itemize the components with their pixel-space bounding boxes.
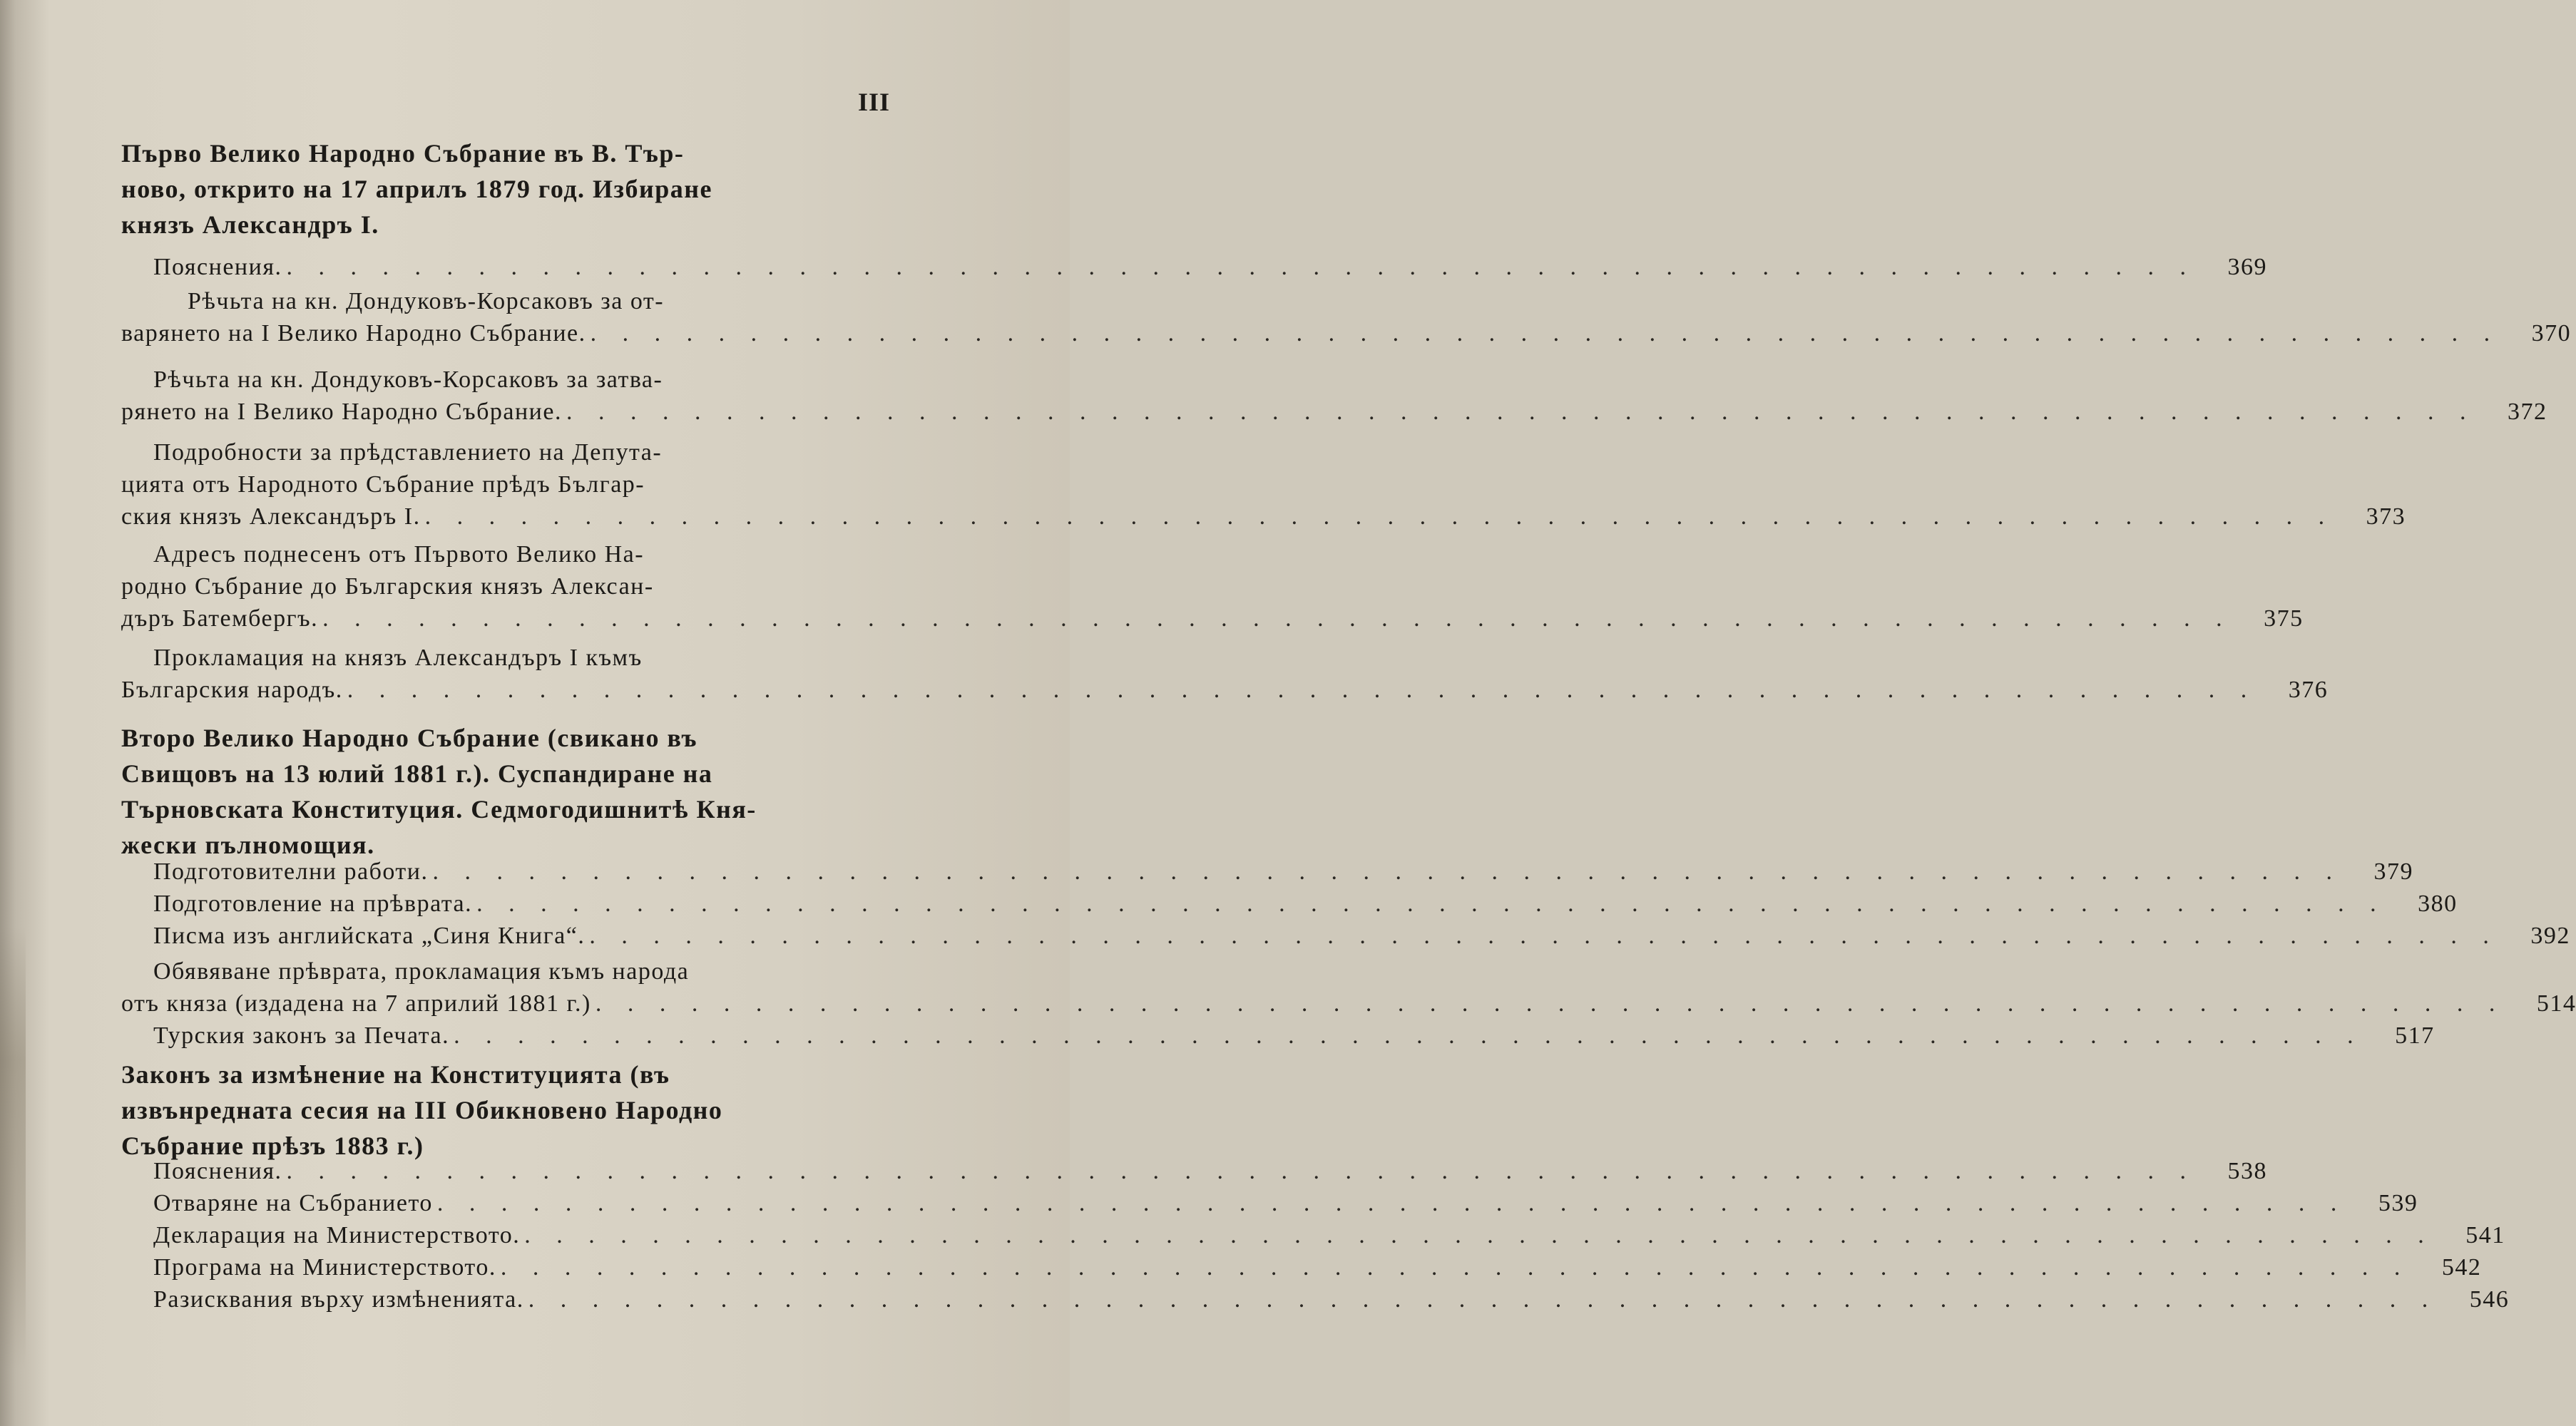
entry-line: Отваряне на Събранието xyxy=(153,1190,433,1216)
entry-line: Писма изъ английската „Синя Книга“. xyxy=(153,923,586,949)
dot-leader: . . . . . . . . . . . . . . . . . . . . . . . . . . . . . . . . . . . . . . . . . . . . . . . . . . . . . . . . . . . . xyxy=(424,503,2335,530)
dot-leader: . . . . . . . . . . . . . . . . . . . . . . . . . . . . . . . . . . . . . . . . . . . . . . . . . . . . . . . . . . . . xyxy=(528,1286,2438,1313)
toc-entry[interactable] xyxy=(153,251,2267,283)
entry-line: рянето на I Велико Народно Събрание. xyxy=(121,399,562,425)
entry-line: варянето на I Велико Народно Събрание. xyxy=(121,320,586,347)
heading-line: Свищовъ на 13 юлий 1881 г.). Суспандиране на xyxy=(121,759,713,788)
entry-page-number: 373 xyxy=(2366,503,2406,530)
toc-entry[interactable] xyxy=(121,642,2329,706)
entry-page-number: 514 xyxy=(2536,990,2576,1017)
entry-page-number: 370 xyxy=(2531,320,2572,347)
entry-page-number: 372 xyxy=(2507,399,2547,425)
heading-line: Второ Велико Народно Събрание (свикано въ xyxy=(121,724,697,752)
entry-line: Турския законъ за Печата. xyxy=(153,1022,450,1049)
entry-page-number: 375 xyxy=(2264,605,2304,632)
entry-line: Разисквания върху измѣненията. xyxy=(153,1286,524,1313)
entry-line: цията отъ Народното Събрание прѣдъ Българ- xyxy=(121,471,645,498)
entry-leader-row xyxy=(121,988,2576,1020)
entry-line: родно Събрание до Българския князъ Алексан- xyxy=(121,573,654,600)
toc-entry[interactable] xyxy=(153,888,2458,920)
toc-entry[interactable] xyxy=(121,538,2304,635)
heading-line: князъ Александръ I. xyxy=(121,210,379,239)
toc-entry[interactable] xyxy=(153,1020,2435,1052)
toc-entry[interactable] xyxy=(121,955,2576,1020)
dot-leader: . . . . . . . . . . . . . . . . . . . . . . . . . . . . . . . . . . . . . . . . . . . . . . . . . . . . . . . . . . . . xyxy=(322,605,2232,632)
entry-line: Подготовление на прѣврата. xyxy=(153,891,473,917)
toc-entry[interactable] xyxy=(121,436,2406,533)
dot-leader: . . . . . . . . . . . . . . . . . . . . . . . . . . . . . . . . . . . . . . . . . . . . . . . . . . . . . . . . . . . . xyxy=(432,858,2342,885)
dot-leader: . . . . . . . . . . . . . . . . . . . . . . . . . . . . . . . . . . . . . . . . . . . . . . . . . . . . . . . . . . . . xyxy=(286,254,2196,280)
entry-page-number: 376 xyxy=(2288,677,2329,703)
page-number: III xyxy=(858,88,891,116)
heading-line: Търновската Конституция. Седмогодишнитѣ Кня- xyxy=(121,795,757,824)
entry-line: Подробности за прѣдставлението на Депута- xyxy=(153,439,663,466)
dot-leader: . . . . . . . . . . . . . . . . . . . . . . . . . . . . . . . . . . . . . . . . . . . . . . . . . . . . . . . . . . . . xyxy=(590,320,2500,347)
toc-entry[interactable] xyxy=(153,920,2570,952)
entry-leader-row xyxy=(121,602,2304,635)
entry-line: Подготовителни работи. xyxy=(153,858,429,885)
toc-entry[interactable] xyxy=(121,364,2547,428)
dot-leader: . . . . . . . . . . . . . . . . . . . . . . . . . . . . . . . . . . . . . . . . . . . . . . . . . . . . . . . . . . . . xyxy=(589,923,2499,949)
entry-page-number: 380 xyxy=(2418,891,2458,917)
entry-page-number: 538 xyxy=(2227,1158,2267,1184)
entry-leader-row xyxy=(153,1283,2510,1315)
heading-line: ново, открито на 17 априлъ 1879 год. Избиране xyxy=(121,175,713,203)
entry-line: Обявяване прѣврата, прокламация къмъ народа xyxy=(153,958,690,985)
entry-line: Пояснения. xyxy=(153,1158,282,1184)
entry-line: отъ княза (издадена на 7 априлий 1881 г.) xyxy=(121,990,591,1017)
dot-leader: . . . . . . . . . . . . . . . . . . . . . . . . . . . . . . . . . . . . . . . . . . . . . . . . . . . . . . . . . . . . xyxy=(454,1022,2363,1049)
entry-page-number: 541 xyxy=(2465,1222,2505,1248)
heading-line: жески пълномощия. xyxy=(121,831,375,859)
entry-leader-row xyxy=(153,856,2413,888)
toc-entry[interactable] xyxy=(153,856,2413,888)
entry-line: Програма на Министерството. xyxy=(153,1254,496,1281)
dot-leader: . . . . . . . . . . . . . . . . . . . . . . . . . . . . . . . . . . . . . . . . . . . . . . . . . . . . . . . . . . . . xyxy=(476,891,2386,917)
entry-page-number: 392 xyxy=(2530,923,2570,949)
entry-line: Декларация на Министерството. xyxy=(153,1222,521,1248)
entry-leader-row xyxy=(121,501,2406,533)
dot-leader: . . . . . . . . . . . . . . . . . . . . . . . . . . . . . . . . . . . . . . . . . . . . . . . . . . . . . . . . . . . . xyxy=(566,399,2476,425)
entry-leader-row xyxy=(121,317,2572,349)
entry-leader-row xyxy=(153,1155,2267,1187)
toc-entry[interactable] xyxy=(121,285,2572,349)
entry-line: Рѣчьта на кн. Дондуковъ-Корсаковъ за затва- xyxy=(153,366,663,393)
entry-line: Българския народъ. xyxy=(121,677,343,703)
dot-leader: . . . . . . . . . . . . . . . . . . . . . . . . . . . . . . . . . . . . . . . . . . . . . . . . . . . . . . . . . . . . xyxy=(595,990,2505,1017)
entry-line: Прокламация на князъ Александъръ I къмъ xyxy=(153,645,643,671)
entry-leader-row xyxy=(153,920,2570,952)
entry-page-number: 517 xyxy=(2395,1022,2435,1049)
entry-line: ския князъ Александъръ I. xyxy=(121,503,421,530)
dot-leader: . . . . . . . . . . . . . . . . . . . . . . . . . . . . . . . . . . . . . . . . . . . . . . . . . . . . . . . . . . . . xyxy=(524,1222,2434,1248)
toc-entry[interactable] xyxy=(153,1187,2418,1219)
entry-leader-row xyxy=(153,1020,2435,1052)
entry-leader-row xyxy=(153,1219,2505,1251)
dot-leader: . . . . . . . . . . . . . . . . . . . . . . . . . . . . . . . . . . . . . . . . . . . . . . . . . . . . . . . . . . . . xyxy=(500,1254,2411,1281)
entry-line: дъръ Батембергъ. xyxy=(121,605,319,632)
entry-leader-row xyxy=(153,251,2267,283)
entry-leader-row xyxy=(153,1187,2418,1219)
heading-line: Събрание прѣзъ 1883 г.) xyxy=(121,1132,424,1160)
entry-leader-row xyxy=(153,1251,2482,1283)
section-heading xyxy=(121,135,813,242)
toc-entry[interactable] xyxy=(153,1251,2482,1283)
dot-leader: . . . . . . . . . . . . . . . . . . . . . . . . . . . . . . . . . . . . . . . . . . . . . . . . . . . . . . . . . . . . xyxy=(347,677,2257,703)
entry-leader-row xyxy=(121,674,2329,706)
entry-page-number: 542 xyxy=(2441,1254,2482,1281)
entry-page-number: 369 xyxy=(2227,254,2267,280)
heading-line: Законъ за измѣнение на Конституцията (въ xyxy=(121,1060,670,1089)
heading-line: извънредната сесия на III Обикновено Народно xyxy=(121,1096,723,1124)
heading-line: Първо Велико Народно Събрание въ В. Тър- xyxy=(121,139,685,168)
section-heading xyxy=(121,720,813,863)
dot-leader: . . . . . . . . . . . . . . . . . . . . . . . . . . . . . . . . . . . . . . . . . . . . . . . . . . . . . . . . . . . . xyxy=(286,1158,2196,1184)
paper-stain xyxy=(0,927,26,1369)
toc-entry[interactable] xyxy=(153,1283,2510,1315)
entry-line: Адресъ поднесенъ отъ Първото Велико На- xyxy=(153,541,645,568)
toc-entry[interactable] xyxy=(153,1155,2267,1187)
entry-page-number: 546 xyxy=(2469,1286,2510,1313)
entry-leader-row xyxy=(153,888,2458,920)
entry-line: Рѣчьта на кн. Дондуковъ-Корсаковъ за от- xyxy=(188,288,665,314)
toc-entry[interactable] xyxy=(153,1219,2505,1251)
entry-leader-row xyxy=(121,396,2547,428)
entry-page-number: 379 xyxy=(2373,858,2413,885)
entry-line: Пояснения. xyxy=(153,254,282,280)
section-heading xyxy=(121,1057,813,1164)
entry-page-number: 539 xyxy=(2378,1190,2418,1216)
dot-leader: . . . . . . . . . . . . . . . . . . . . . . . . . . . . . . . . . . . . . . . . . . . . . . . . . . . . . . . . . . . . xyxy=(436,1190,2347,1216)
